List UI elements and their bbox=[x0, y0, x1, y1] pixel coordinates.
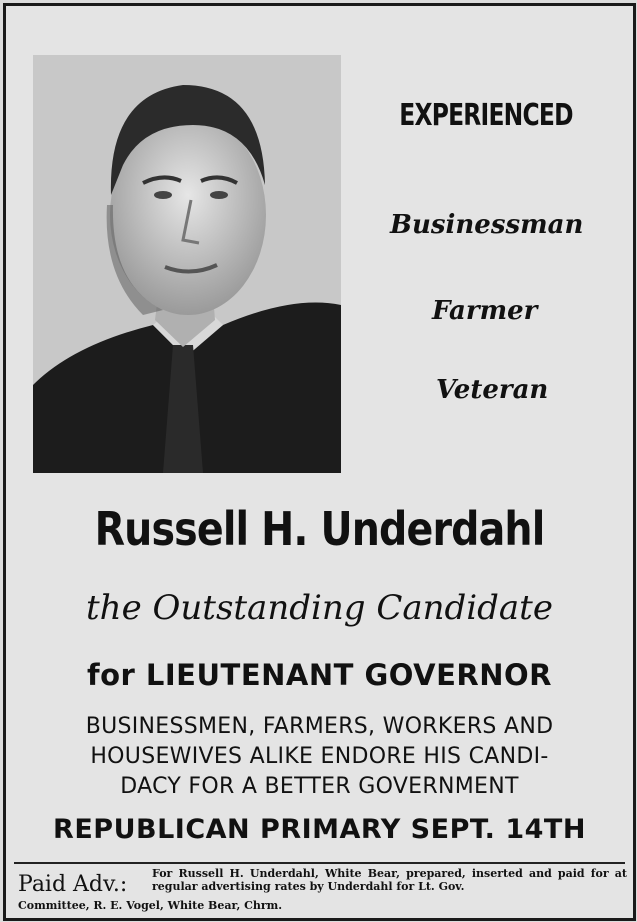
primary-date: REPUBLICAN PRIMARY SEPT. 14TH bbox=[53, 814, 586, 845]
campaign-advertisement bbox=[3, 3, 636, 921]
quality-veteran: Veteran bbox=[436, 375, 549, 405]
headline: EXPERIENCED bbox=[399, 98, 573, 133]
portrait-image bbox=[33, 55, 341, 473]
paid-adv-text: For Russell H. Underdahl, White Bear, prepared, inserted and paid for at regular advertising rates by Underdahl for Lt. Gov. bbox=[152, 867, 627, 893]
tagline: the Outstanding Candidate bbox=[86, 588, 553, 628]
candidate-portrait bbox=[33, 55, 341, 473]
footer-divider bbox=[14, 862, 625, 864]
quality-farmer: Farmer bbox=[432, 296, 538, 326]
endorsement-line-3: DACY FOR A BETTER GOVERNMENT bbox=[120, 774, 519, 799]
endorsement-line-1: BUSINESSMEN, FARMERS, WORKERS AND bbox=[85, 714, 554, 739]
candidate-name: Russell H. Underdahl bbox=[94, 502, 545, 556]
office-line: for LIEUTENANT GOVERNOR bbox=[86, 658, 553, 692]
paid-adv-label: Paid Adv.: bbox=[18, 872, 128, 897]
quality-businessman: Businessman bbox=[390, 210, 584, 240]
endorsement-line-2: HOUSEWIVES ALIKE ENDORE HIS CANDI- bbox=[90, 744, 549, 769]
paid-adv-text-2: Committee, R. E. Vogel, White Bear, Chrm. bbox=[18, 899, 283, 912]
